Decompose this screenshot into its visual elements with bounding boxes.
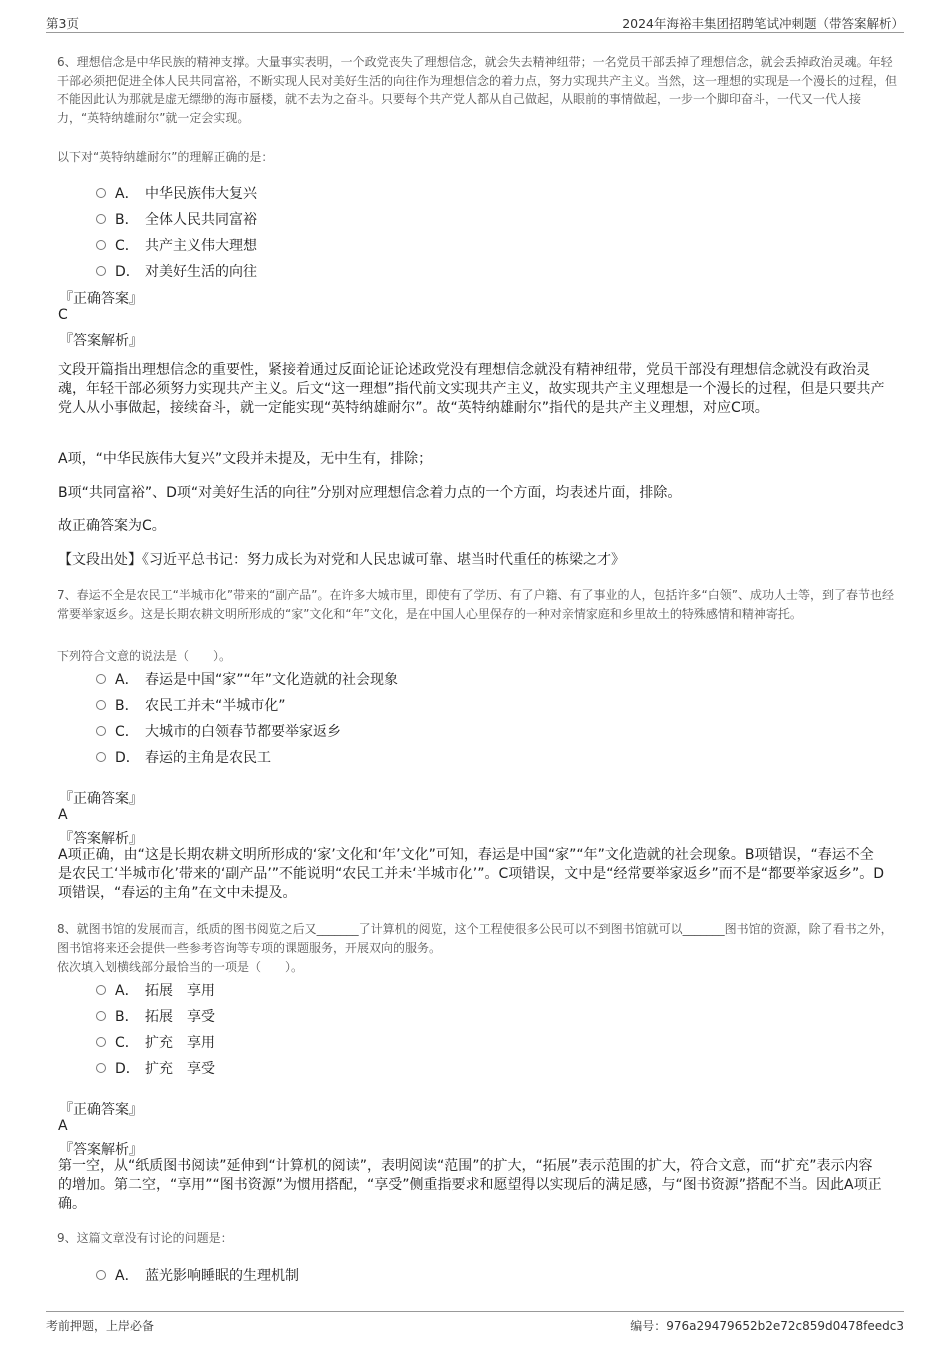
radio-icon[interactable]	[96, 700, 106, 710]
question-7-stem: 7、春运不全是农民工“半城市化”带来的“副产品”。在许多大城市里，即使有了学历、有了户籍、有了事业的人，包括许多“白领”、成功人士等，到了春节也经常要举家返乡。这是长期农耕文明所形成的“家”文化和“年”文化，是在中国人心里保存的一种对亲情家庭和乡里故土的特殊感情和精神寄托。	[57, 588, 894, 621]
footer-slogan: 考前押题，上岸必备	[46, 1319, 155, 1333]
q9-option-a[interactable]: A． 蓝光影响睡眠的生理机制	[96, 1265, 299, 1285]
radio-icon[interactable]	[96, 1270, 106, 1280]
radio-icon[interactable]	[96, 985, 106, 995]
radio-icon[interactable]	[96, 752, 106, 762]
q7-correct-label: 『正确答案』	[59, 791, 143, 807]
document-id: 编号：976a29479652b2e72c859d0478feedc3	[630, 1319, 904, 1333]
q7-option-a[interactable]: A． 春运是中国“家”“年”文化造就的社会现象	[96, 669, 398, 689]
question-6-stem: 6、理想信念是中华民族的精神支撑。大量事实表明，一个政党丧失了理想信念，就会失去精神纽带；一名党员干部丢掉了理想信念，就会丢掉政治灵魂。年轻干部必须把促进全体人民共同富裕，不断实现人民对美好生活的向往作为理想信念的着力点，努力实现共产主义。当然，这一理想的实现是一个漫长的过程，但不能因此认为那就是虚无缥缈的海市蜃楼，就不去为之奋斗。只要每个共产党人都从自己做起，从眼前的事情做起，一步一个脚印奋斗，一代又一代人接力，“英特纳雄耐尔”就一定会实现。	[57, 55, 898, 125]
q6-option-b[interactable]: B． 全体人民共同富裕	[96, 209, 257, 229]
q7-answer: A	[58, 807, 68, 823]
q7-explanation: A项正确，由“这是长期农耕文明所形成的‘家’文化和‘年’文化”可知，春运是中国“家”“年”文化造就的社会现象。B项错误，“春运不全是农民工‘半城市化’带来的‘副产品’”不能说明“农民工并未‘半城市化’”。C项错误，文中是“经常要举家返乡”而不是“都要举家返乡”。D项错误，“春运的主角”在文中未提及。	[58, 847, 885, 901]
q7-option-c[interactable]: C． 大城市的白领春节都要举家返乡	[96, 721, 341, 741]
page-header	[46, 12, 904, 33]
radio-icon[interactable]	[96, 240, 106, 250]
q6-option-a[interactable]: A． 中华民族伟大复兴	[96, 183, 257, 203]
document-title: 2024年海裕丰集团招聘笔试冲刺题（带答案解析）	[622, 16, 904, 31]
q8-option-c[interactable]: C． 扩充 享用	[96, 1032, 215, 1052]
radio-icon[interactable]	[96, 266, 106, 276]
q6-answer: C	[58, 307, 68, 323]
radio-icon[interactable]	[96, 214, 106, 224]
radio-icon[interactable]	[96, 1011, 106, 1021]
radio-icon[interactable]	[96, 674, 106, 684]
q7-option-b[interactable]: B． 农民工并未“半城市化”	[96, 695, 286, 715]
q6-option-c[interactable]: C． 共产主义伟大理想	[96, 235, 257, 255]
radio-icon[interactable]	[96, 1063, 106, 1073]
q6-correct-label: 『正确答案』	[59, 291, 143, 307]
q6-option-d[interactable]: D． 对美好生活的向往	[96, 261, 257, 281]
question-6-prompt: 以下对“英特纳雄耐尔”的理解正确的是：	[57, 150, 274, 164]
q6-explanation: 文段开篇指出理想信念的重要性，紧接着通过反面论证论述政党没有理想信念就没有精神纽带，党员干部没有理想信念就没有政治灵魂，年轻干部必须努力实现共产主义。后文“这一理想”指代前文实现共产主义，故实现共产主义理想是一个漫长的过程，但是只要共产党人从小事做起，接续奋斗，就一定能实现“英特纳雄耐尔”。故“英特纳雄耐尔”指代的是共产主义理想，对应C项。	[58, 362, 885, 416]
question-8-stem: 8、就图书馆的发展而言，纸质的图书阅览之后又_______了计算机的阅览，这个工程使很多公民可以不到图书馆就可以_______图书馆的资源，除了看书之外，图书馆将来还会提供一些参考咨询等专项的课题服务，开展双向的服务。	[57, 922, 893, 955]
q8-option-a[interactable]: A． 拓展 享用	[96, 980, 215, 1000]
q6-analysis-label: 『答案解析』	[59, 333, 143, 349]
q6-source: 【文段出处】《习近平总书记：努力成长为对党和人民忠诚可靠、堪当时代重任的栋梁之才》	[58, 552, 625, 568]
radio-icon[interactable]	[96, 726, 106, 736]
question-7-prompt: 下列符合文意的说法是（ ）。	[57, 649, 232, 663]
question-9-stem: 9、这篇文章没有讨论的问题是：	[57, 1231, 233, 1245]
radio-icon[interactable]	[96, 188, 106, 198]
q7-option-d[interactable]: D． 春运的主角是农民工	[96, 747, 271, 767]
q8-answer: A	[58, 1118, 68, 1134]
q6-explanation-bd: B项“共同富裕”、D项“对美好生活的向往”分别对应理想信念着力点的一个方面，均表述片面，排除。	[58, 485, 682, 501]
q6-explanation-a: A项，“中华民族伟大复兴”文段并未提及，无中生有，排除；	[58, 451, 433, 467]
q7-analysis-label: 『答案解析』	[59, 831, 143, 847]
q8-correct-label: 『正确答案』	[59, 1102, 143, 1118]
q8-option-d[interactable]: D． 扩充 享受	[96, 1058, 215, 1078]
q6-conclusion: 故正确答案为C。	[58, 518, 166, 534]
page-number: 第3页	[46, 16, 79, 31]
page-footer	[46, 1311, 904, 1336]
q8-explanation: 第一空，从“纸质图书阅读”延伸到“计算机的阅读”，表明阅读“范围”的扩大，“拓展”表示范围的扩大，符合文意，而“扩充”表示内容的增加。第二空，“享用”“图书资源”为惯用搭配，“享受”侧重指要求和愿望得以实现后的满足感，与“图书资源”搭配不当。因此A项正确。	[58, 1158, 882, 1212]
q8-analysis-label: 『答案解析』	[59, 1142, 143, 1158]
question-8-prompt: 依次填入划横线部分最恰当的一项是（ ）。	[57, 960, 304, 974]
q8-option-b[interactable]: B． 拓展 享受	[96, 1006, 215, 1026]
radio-icon[interactable]	[96, 1037, 106, 1047]
